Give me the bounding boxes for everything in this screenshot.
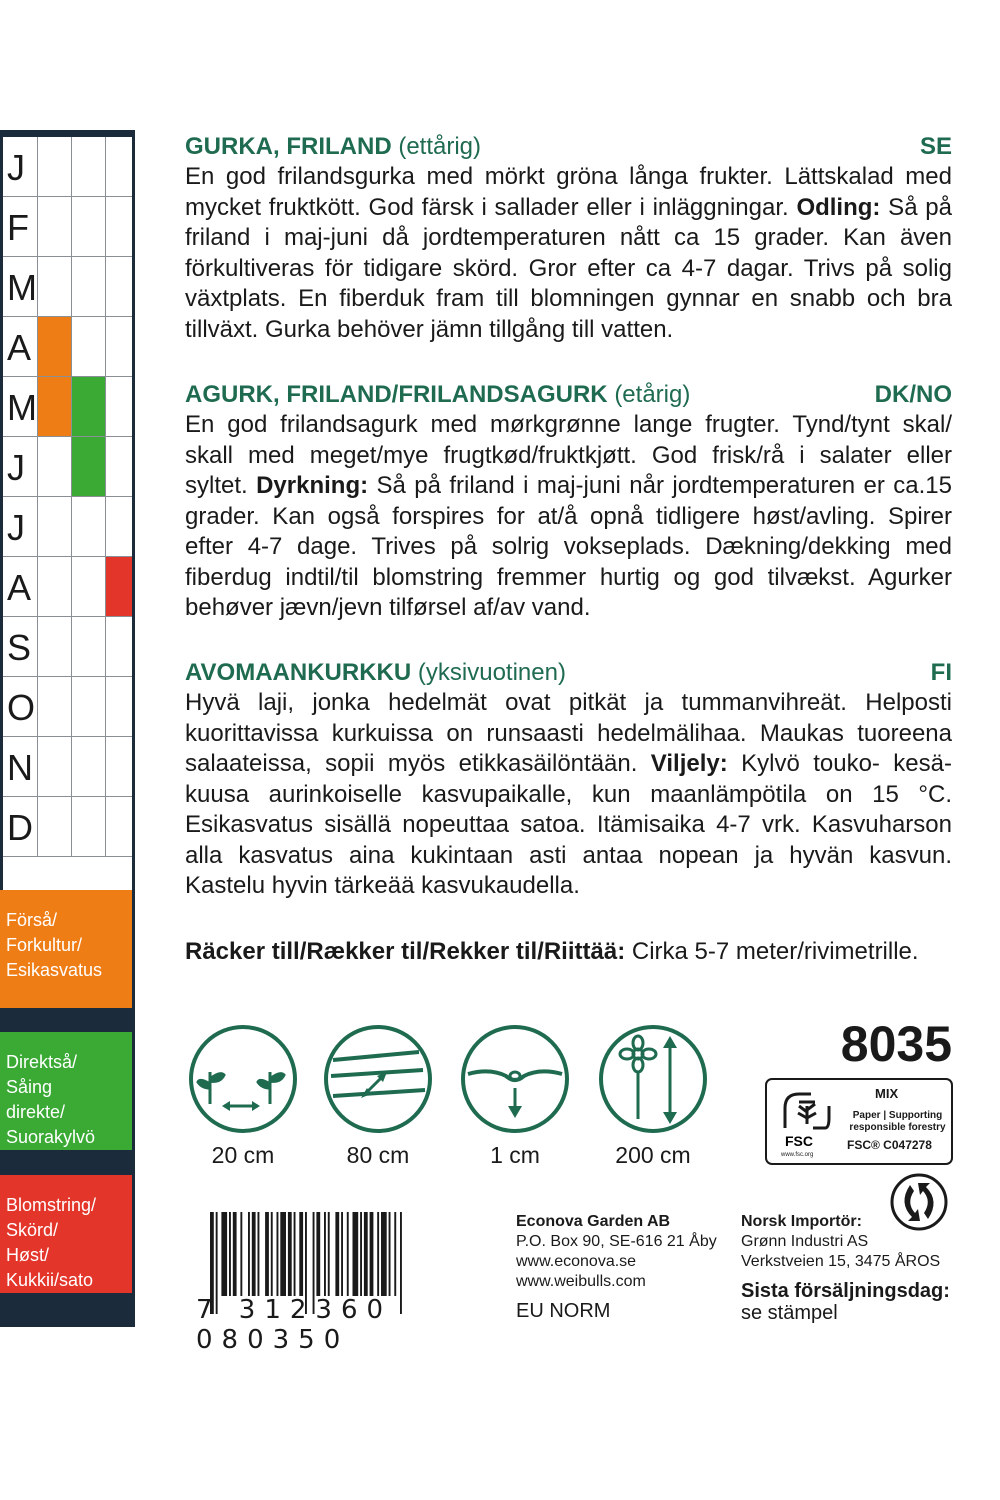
month-row [3,197,132,257]
sowing-depth-icon [460,1024,570,1134]
language-code: SE [919,133,952,160]
calendar-cell-harvest [105,557,132,616]
calendar-cell-harvest [105,377,132,436]
section-sweden [185,132,952,345]
calendar-cell-sow-indoor [37,137,71,196]
section-title: AVOMAANKURKKU [185,659,412,686]
calendar-cell-harvest [105,497,132,556]
section-finland [185,658,952,902]
month-letter: A [7,567,32,608]
month-letter: M [7,267,37,308]
calendar-cell-sow-direct [71,737,105,796]
month-row [3,137,132,197]
month-row [3,377,132,437]
month-row [3,557,132,617]
plant-spacing-icon [188,1024,298,1134]
calendar-cell-sow-direct [71,197,105,256]
month-row [3,617,132,677]
legend-sow-indoor [0,890,132,1008]
legend-line: Kukkii/sato [6,1270,94,1290]
sowing-depth-label: 1 cm [490,1142,540,1168]
calendar-cell-sow-direct [71,317,105,376]
section-denmark-norway [185,380,952,624]
month-row [3,257,132,317]
legend-line: Esikasvatus [6,960,103,980]
month-row [3,797,132,857]
legend-line: Skörd/ [6,1220,59,1240]
legend-line: Høst/ [6,1245,49,1265]
barcode-digits: 7 312360 080350 [196,1295,393,1355]
plant-height-icon [598,1024,708,1134]
legend-line: Förså/ [6,910,58,930]
plant-spacing-label: 20 cm [211,1142,275,1168]
month-letter: J [7,147,25,188]
plant-height-label: 200 cm [615,1142,691,1168]
importer-address: Norsk Importör: Grønn Industri AS Verkstveien 15, 3475 ÅROS [741,1213,941,1270]
language-code: DK/NO [874,381,952,408]
month-letter: M [7,387,37,428]
fsc-text: Paper | Supporting responsible forestry [849,1110,946,1133]
month-letter: S [7,627,32,668]
row-spacing-icon [323,1024,433,1134]
legend-line: Direktså/ [6,1052,78,1072]
calendar-cell-sow-direct [71,437,105,496]
month-letter: F [7,207,29,248]
section-subtitle: (etårig) [614,381,691,408]
month-row [3,737,132,797]
calendar-cell-sow-indoor [37,377,71,436]
eu-norm: EU NORM [516,1300,611,1322]
calendar-cell-harvest [105,437,132,496]
calendar-cell-sow-direct [71,677,105,736]
calendar-cell-sow-direct [71,557,105,616]
month-letter: J [7,447,25,488]
month-calendar [3,137,132,997]
company-address: Econova Garden AB P.O. Box 90, SE-616 21 Åby www.econova.se www.weibulls.com [516,1213,717,1290]
calendar-cell-harvest [105,617,132,676]
month-letter: J [7,507,25,548]
calendar-cell-harvest [105,677,132,736]
calendar-cell-sow-indoor [37,257,71,316]
section-title: AGURK, FRILAND/FRILANDSAGURK [185,381,608,408]
legend-line: Forkultur/ [6,935,83,955]
legend-line: direkte/ [6,1102,66,1122]
calendar-cell-sow-direct [71,137,105,196]
calendar-cell-sow-indoor [37,497,71,556]
sowing-calendar-strip [0,130,135,1327]
calendar-cell-harvest [105,737,132,796]
section-title: GURKA, FRILAND [185,133,392,160]
fsc-tree-icon [777,1088,837,1150]
calendar-cell-sow-indoor [37,797,71,856]
legend-sow-direct [0,1032,132,1150]
calendar-cell-sow-direct [71,797,105,856]
coverage-line: Räcker till/Rækker til/Rekker til/Riittää: Cirka 5-7 meter/rivimetrille. [185,938,919,965]
fsc-url: www.fsc.org [781,1152,814,1158]
fsc-label [765,1078,953,1165]
calendar-cell-sow-indoor [37,557,71,616]
fsc-license: FSC® C047278 [847,1138,932,1152]
calendar-cell-sow-indoor [37,317,71,376]
calendar-cell-sow-direct [71,377,105,436]
calendar-cell-sow-direct [71,617,105,676]
month-letter: D [7,807,33,848]
section-text: En god frilandsagurk med mørkgrønne lange frugter. Tynd/tynt skal/ skall med meget/mye frugtkød/fruktkjøtt. God frisk/rå i salater eller syltet. Dyrkning: Så på friland i maj-juni når jordtemperaturen er ca.15 grader. Kan også forspires for at/å opnå tidligere høst/avling. Spirer efter 4-7 dage. Trives på solrig vokseplads. Dækning/dekking med fiberdug indtil/til blomstring fremmer hurtig og god tilvækst. Agurker behøver jævn/jevn tilførsel af/av vand. [185,411,952,621]
month-letter: O [7,687,36,728]
calendar-cell-sow-indoor [37,197,71,256]
legend-line: Såing [6,1077,53,1097]
month-row [3,497,132,557]
calendar-cell-harvest [105,257,132,316]
calendar-cell-sow-indoor [37,677,71,736]
calendar-cell-harvest [105,797,132,856]
sale-date: Sista försäljningsdag: se stämpel [741,1280,950,1324]
month-letter: A [7,327,32,368]
calendar-cell-sow-indoor [37,437,71,496]
legend-line: Suorakylvö [6,1127,96,1147]
calendar-cell-sow-direct [71,497,105,556]
calendar-cell-harvest [105,197,132,256]
row-spacing-label: 80 cm [346,1142,410,1168]
month-row [3,317,132,377]
month-letter: N [7,747,33,788]
calendar-cell-sow-direct [71,257,105,316]
fsc-mix: MIX [875,1086,899,1101]
svg-text:FSC: FSC [785,1133,813,1149]
section-text: En god frilandsgurka med mörkt gröna långa frukter. Lättskalad med mycket fruktkött. God färsk i sallader eller i inläggningar. Odling: Så på friland i maj-juni då jordtemperaturen nått ca 15 grader. Kan även förkultiveras för tidigare skörd. Gror efter ca 4-7 dagar. Trivs på solig växtplats. En fiberduk fram till blomningen gynnar en snabb och bra tillväxt. Gurka behöver jämn tillgång till vatten. [185,163,952,343]
calendar-cell-sow-indoor [37,737,71,796]
month-row [3,677,132,737]
calendar-cell-sow-indoor [37,617,71,676]
legend-line: Blomstring/ [6,1195,97,1215]
section-subtitle: (yksivuotinen) [417,659,566,686]
calendar-cell-harvest [105,317,132,376]
legend-harvest [0,1175,132,1293]
calendar-cell-harvest [105,137,132,196]
product-number: 8035 [840,1016,952,1072]
language-code: FI [930,659,952,686]
section-subtitle: (ettårig) [398,133,482,160]
month-row [3,437,132,497]
section-text: Hyvä laji, jonka hedelmät ovat pitkät ja tummanvihreät. Helposti kuorittavissa kurkuissa on runsaasti hedelmälihaa. Maukas tuoreena salaateissa, sopii myös etikkasäilöntään. Viljely: Kylvö touko- kesä-kuusa aurinkoiselle kasvupaikalle, kun maanlämpötila on 15 °C. Esikasvatus sisällä nopeuttaa satoa. Itämisaika 4-7 vrk. Kasvuharson alla kasvatus aina kukintaan asti antaa nopean ja hyvän kasvun. Kastelu hyvin tärkeää kasvukaudella. [185,689,952,899]
